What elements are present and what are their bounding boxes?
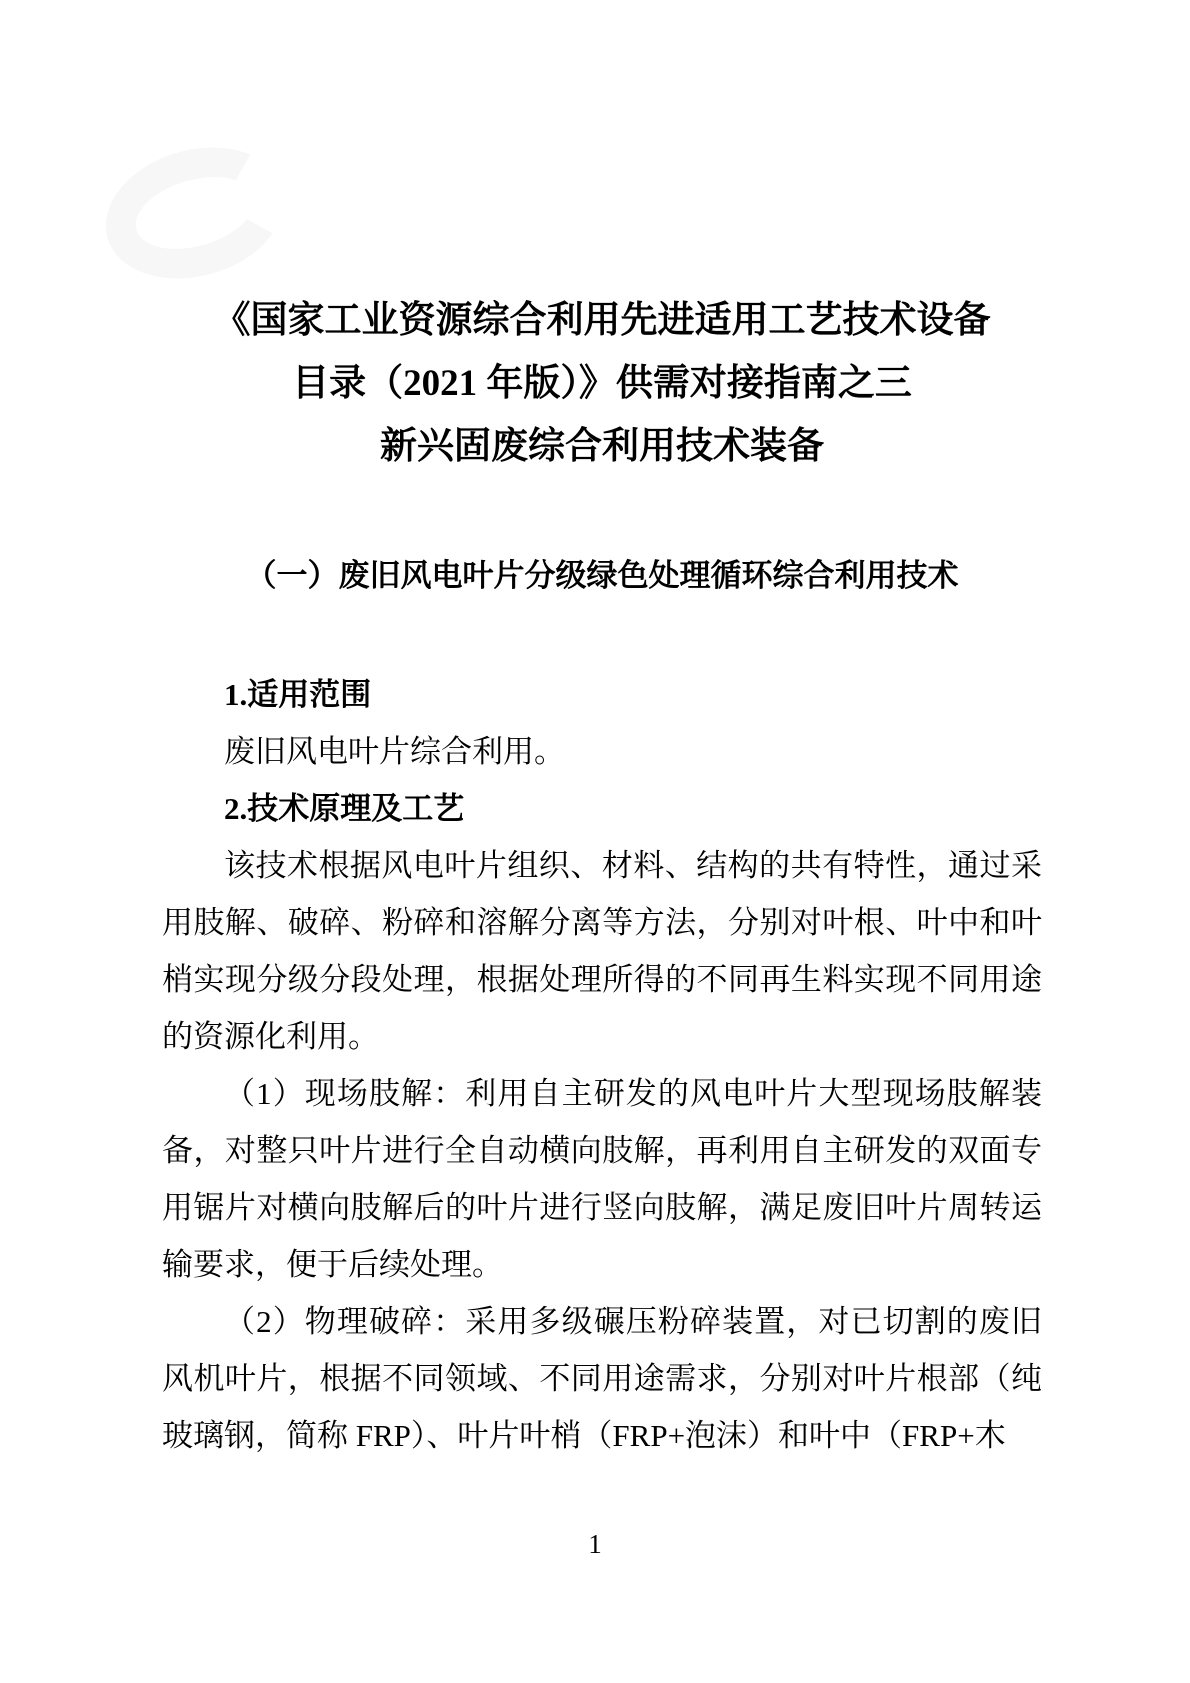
page-number: 1 (588, 1529, 602, 1559)
paragraph-physical-crushing: （2）物理破碎：采用多级碾压粉碎装置，对已切割的废旧风机叶片，根据不同领域、不同用途需求，分别对叶片根部（纯玻璃钢，简称 FRP）、叶片叶梢（FRP+泡沫）和叶中（FRP+木 (162, 1304, 1042, 1453)
paragraph-scope: 废旧风电叶片综合利用。 (224, 734, 565, 769)
document-title-line-2: 目录（2021 年版）》供需对接指南之三 (292, 363, 912, 404)
paragraph-principle-overview: 该技术根据风电叶片组织、材料、结构的共有特性，通过采用肢解、破碎、粉碎和溶解分离等方法，分别对叶根、叶中和叶梢实现分级分段处理，根据处理所得的不同再生料实现不同用途的资源化利用。 (162, 848, 1042, 1054)
section-heading: （一）废旧风电叶片分级绿色处理循环综合利用技术 (245, 558, 959, 593)
document-title-line-3: 新兴固废综合利用技术装备 (380, 426, 824, 467)
document-title (162, 0, 1042, 478)
paragraph-onsite-dismantling: （1）现场肢解：利用自主研发的风电叶片大型现场肢解装备，对整只叶片进行全自动横向肢解，再利用自主研发的双面专用锯片对横向肢解后的叶片进行竖向肢解，满足废旧叶片周转运输要求，便于后续处理。 (162, 1076, 1042, 1282)
subsection-heading-scope: 1.适用范围 (224, 677, 372, 712)
document-body (162, 666, 1042, 1464)
page-content (162, 0, 1042, 1464)
subsection-heading-principle: 2.技术原理及工艺 (224, 791, 465, 826)
document-title-line-1: 《国家工业资源综合利用先进适用工艺技术设备 (213, 300, 991, 341)
